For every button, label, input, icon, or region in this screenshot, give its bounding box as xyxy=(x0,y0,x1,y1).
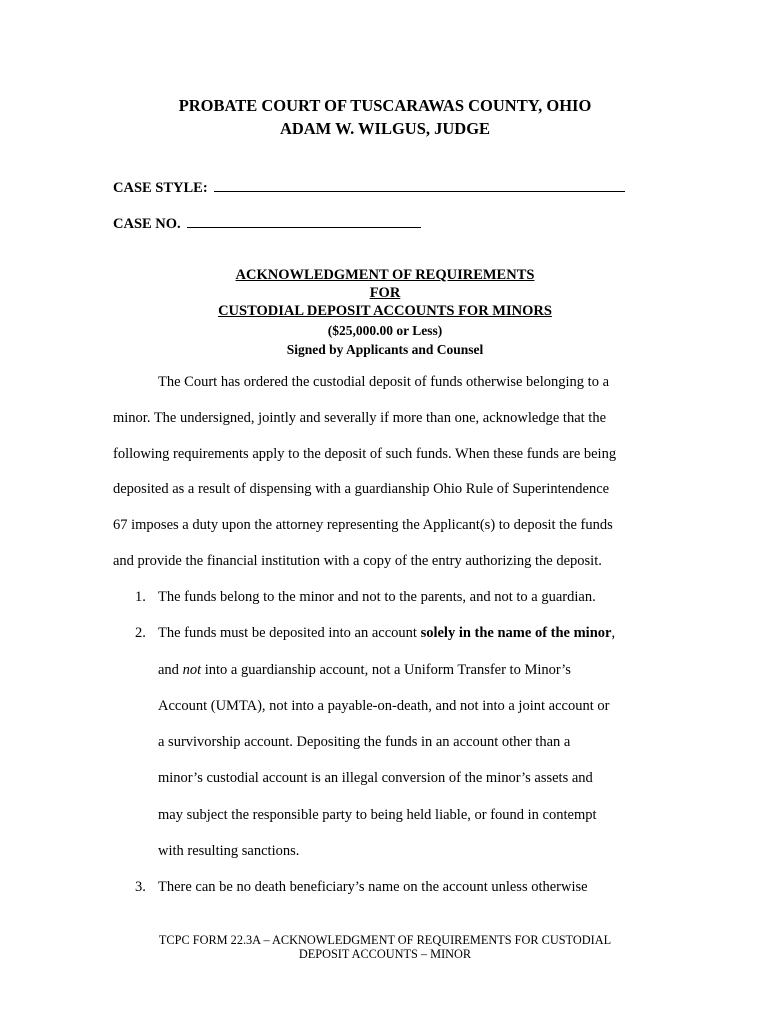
paragraph-line: following requirements apply to the deposit of such funds. When these funds are being xyxy=(113,445,617,462)
intro-paragraph xyxy=(113,370,643,585)
requirement-number: 3. xyxy=(135,879,146,896)
requirement-number: 2. xyxy=(135,625,146,642)
requirement-line: Account (UMTA), not into a payable-on-death, and not into a joint account or xyxy=(158,697,610,714)
case-number-field xyxy=(113,213,421,233)
form-title xyxy=(0,266,770,359)
case-style-field xyxy=(113,177,625,197)
requirement-line: The funds belong to the minor and not to the parents, and not to a guardian. xyxy=(158,589,596,605)
requirement-item xyxy=(113,585,653,621)
form-title-line-3: CUSTODIAL DEPOSIT ACCOUNTS FOR MINORS xyxy=(218,303,552,319)
requirement-text: The funds must be deposited into an account xyxy=(158,625,421,642)
form-title-line-2: FOR xyxy=(369,285,401,301)
case-number-blank[interactable] xyxy=(187,213,421,228)
requirement-number: 1. xyxy=(135,589,146,605)
form-footer xyxy=(0,933,770,961)
requirement-item xyxy=(113,875,653,911)
paragraph-line: deposited as a result of dispensing with a guardianship Ohio Rule of Superintendence xyxy=(113,481,610,498)
judge-name: ADAM W. WILGUS, JUDGE xyxy=(279,119,491,138)
case-number-label: CASE NO. xyxy=(113,216,181,232)
requirement-item xyxy=(113,621,653,875)
footer-line-1: TCPC FORM 22.3A – ACKNOWLEDGMENT OF REQUIREMENTS FOR CUSTODIAL xyxy=(158,933,612,947)
requirement-emphasis: not xyxy=(182,661,202,678)
requirement-line: minor’s custodial account is an illegal conversion of the minor’s assets and xyxy=(158,770,593,787)
requirement-line: with resulting sanctions. xyxy=(158,843,300,860)
case-style-label: CASE STYLE: xyxy=(113,180,208,196)
requirement-line: There can be no death beneficiary’s name on the account unless otherwise xyxy=(158,879,588,896)
requirement-line: may subject the responsible party to being held liable, or found in contempt xyxy=(158,806,597,823)
requirements-list xyxy=(113,585,653,912)
court-name: PROBATE COURT OF TUSCARAWAS COUNTY, OHIO xyxy=(178,96,592,115)
paragraph-line: 67 imposes a duty upon the attorney representing the Applicant(s) to deposit the funds xyxy=(113,517,613,534)
requirement-text: and xyxy=(158,661,183,678)
footer-line-2: DEPOSIT ACCOUNTS – MINOR xyxy=(298,947,472,961)
requirement-line xyxy=(158,658,653,694)
requirement-line: a survivorship account. Depositing the funds in an account other than a xyxy=(158,734,571,751)
paragraph-line: The Court has ordered the custodial deposit of funds otherwise belonging to a xyxy=(158,374,610,390)
requirement-line xyxy=(158,621,653,657)
paragraph-line: and provide the financial institution with a copy of the entry authorizing the deposit. xyxy=(113,552,602,569)
form-amount-limit: ($25,000.00 or Less) xyxy=(327,323,443,338)
requirement-text: into a guardianship account, not a Uniform Transfer to Minor’s xyxy=(201,661,571,678)
requirement-emphasis: solely in the name of the minor xyxy=(420,625,612,642)
court-header xyxy=(0,94,770,140)
form-signed-by: Signed by Applicants and Counsel xyxy=(286,342,484,357)
case-style-blank[interactable] xyxy=(214,177,625,192)
requirement-text: , xyxy=(611,625,616,642)
form-title-line-1: ACKNOWLEDGMENT OF REQUIREMENTS xyxy=(235,267,535,283)
paragraph-line: minor. The undersigned, jointly and severally if more than one, acknowledge that the xyxy=(113,409,606,426)
